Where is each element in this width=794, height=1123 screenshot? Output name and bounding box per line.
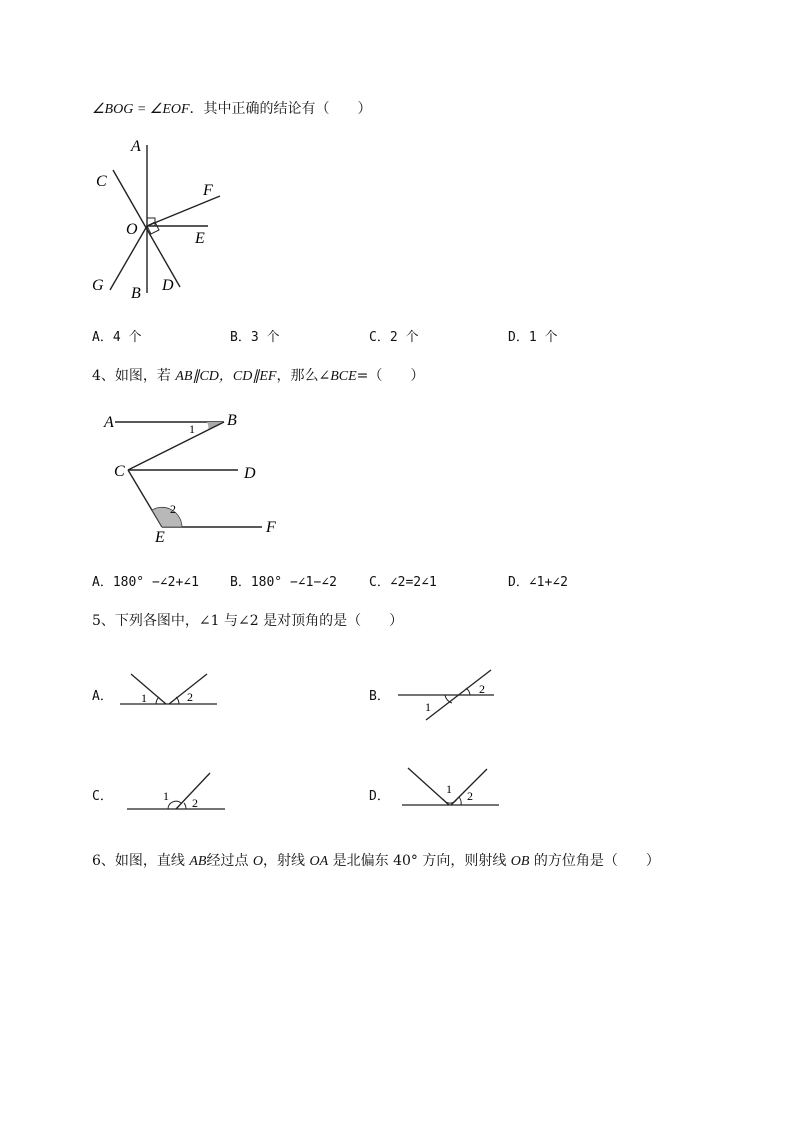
q4-stem-mid: ，那么∠: [276, 368, 331, 384]
q4-stem-prefix: 4、如图，若: [92, 368, 176, 384]
q4-label-d: D: [244, 465, 256, 482]
q3-label-f: F: [203, 182, 213, 199]
q4-option-d[interactable]: D．∠1+∠2: [508, 575, 568, 590]
q6-math-ob: OB: [510, 854, 530, 869]
q3-label-c: C: [96, 173, 107, 190]
q5-a-angle2: 2: [187, 690, 193, 704]
q6-math-oa: OA: [309, 854, 329, 869]
q5-b-angle2: 2: [479, 682, 485, 696]
q4-label-f: F: [266, 519, 276, 536]
q4-option-c[interactable]: C．∠2=2∠1: [369, 575, 437, 590]
q5-stem: 5、下列各图中，∠1 与∠2 是对顶角的是（ ）: [92, 613, 404, 629]
q3-option-b[interactable]: B．3 个: [230, 330, 280, 345]
q4-option-b[interactable]: B．180° −∠1−∠2: [230, 575, 337, 590]
q5-option-a-label[interactable]: A．: [92, 689, 113, 704]
q4-label-angle1: 1: [189, 422, 195, 436]
q3-label-a: A: [131, 138, 141, 155]
q5-figure-a: [120, 674, 217, 705]
q6-text-2: ，射线: [263, 853, 310, 869]
q4-label-angle2: 2: [170, 502, 176, 516]
q4-stem-suffix: =（ ）: [356, 368, 425, 384]
q6-math-ab: AB: [189, 854, 207, 869]
q3-label-o: O: [126, 221, 138, 238]
q6-stem-prefix: 6、如图，直线: [92, 853, 190, 869]
q5-c-angle1: 1: [163, 789, 169, 803]
q5-figure-b: [398, 670, 494, 720]
q6-text-1: 经过点: [206, 853, 253, 869]
q3-label-d: D: [162, 277, 174, 294]
q4-stem-math2: BCE: [330, 369, 357, 384]
q6-math-o: O: [252, 854, 264, 869]
q4-option-a[interactable]: A．180° −∠2+∠1: [92, 575, 199, 590]
q5-figure-d: [402, 768, 499, 805]
q3-option-d[interactable]: D．1 个: [508, 330, 558, 345]
q5-a-angle1: 1: [141, 691, 147, 705]
q4-label-c: C: [114, 463, 125, 480]
q5-d-angle1: 1: [446, 782, 452, 796]
q3-option-a[interactable]: A．4 个: [92, 330, 142, 345]
q4-label-e: E: [155, 529, 165, 546]
q5-d-angle2: 2: [467, 789, 473, 803]
q3-option-c[interactable]: C．2 个: [369, 330, 419, 345]
q5-option-b-label[interactable]: B．: [369, 689, 390, 704]
q4-label-a: A: [104, 414, 114, 431]
q6-text-3: 是北偏东 40° 方向，则射线: [328, 853, 511, 869]
q5-figure-c: [127, 773, 225, 810]
q5-option-c-label[interactable]: C．: [92, 789, 113, 804]
q3-label-e: E: [195, 230, 205, 247]
q3-label-g: G: [92, 277, 104, 294]
q6-text-4: 的方位角是（ ）: [529, 853, 660, 869]
q4-stem-math: AB∥CD，CD∥EF: [175, 369, 277, 384]
q5-b-angle1: 1: [425, 700, 431, 714]
q3-label-b: B: [131, 285, 141, 302]
q4-label-b: B: [227, 412, 237, 429]
q3-stem-expression: ∠BOG = ∠EOF: [92, 102, 190, 117]
q5-option-d-label[interactable]: D．: [369, 789, 390, 804]
q6-stem: [92, 852, 660, 871]
q5-c-angle2: 2: [192, 796, 198, 810]
q3-stem-text: ．其中正确的结论有（ ）: [189, 101, 372, 117]
